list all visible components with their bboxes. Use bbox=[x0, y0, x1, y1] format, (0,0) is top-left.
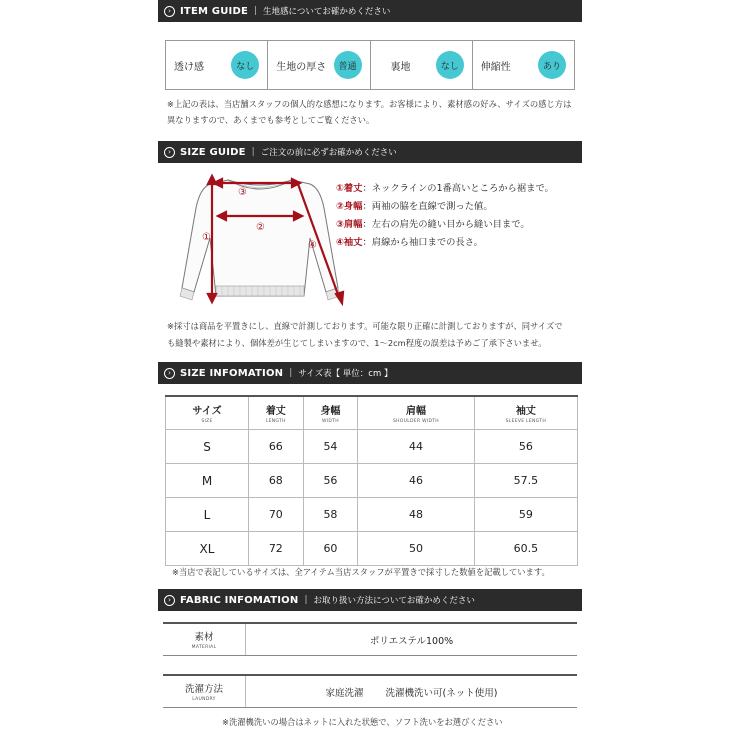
table-row bbox=[166, 464, 578, 498]
sleeve-cell: 60.5 bbox=[474, 532, 577, 566]
item-label: 透け感 bbox=[174, 61, 204, 73]
divider: | bbox=[304, 595, 308, 605]
chevron-right-icon: › bbox=[164, 595, 175, 606]
header-en: SIZE bbox=[201, 419, 213, 424]
item-badge: あり bbox=[538, 51, 566, 79]
laundry-row bbox=[163, 674, 577, 708]
legend-text: ：肩線から袖口までの長さ。 bbox=[362, 237, 483, 248]
legend-text: ：左右の肩先の縫い目から縫い目まで。 bbox=[362, 219, 530, 230]
width-cell: 56 bbox=[303, 464, 358, 498]
table-row bbox=[166, 498, 578, 532]
note-line: ※採寸は商品を平置きにし、直線で計測しております。可能な限り正確に計測しておりますが、同サイズで bbox=[167, 321, 563, 331]
column-header bbox=[249, 396, 304, 430]
header-en: WIDTH bbox=[322, 419, 339, 424]
shoulder-cell: 44 bbox=[358, 430, 474, 464]
sweater-diagram bbox=[170, 168, 350, 313]
width-cell: 58 bbox=[303, 498, 358, 532]
size-info-header bbox=[158, 362, 582, 384]
note-line: も縫製や素材により、個体差が生じてしまいますので、1〜2cm程度の誤差は予めご了承下さいませ。 bbox=[167, 338, 547, 348]
legend-text: ：両袖の脇を直線で測った値。 bbox=[362, 201, 493, 212]
header-en: SLEEVE LENGTH bbox=[505, 419, 547, 424]
item-label: 生地の厚さ bbox=[276, 61, 327, 73]
column-header bbox=[166, 396, 249, 430]
shoulder-cell: 48 bbox=[358, 498, 474, 532]
legend-term: ④袖丈 bbox=[336, 237, 363, 248]
width-cell: 60 bbox=[303, 532, 358, 566]
sleeve-cell: 59 bbox=[474, 498, 577, 532]
material-label-cell bbox=[163, 624, 246, 655]
shoulder-cell: 50 bbox=[358, 532, 474, 566]
table-row bbox=[166, 430, 578, 464]
width-cell: 54 bbox=[303, 430, 358, 464]
laundry-label: 洗濯方法 bbox=[184, 684, 223, 695]
header-jp: 着丈 bbox=[265, 406, 286, 417]
laundry-label-en: LAUNDRY bbox=[192, 697, 216, 702]
header-jp: 身幅 bbox=[320, 406, 341, 417]
item-badge: 普通 bbox=[334, 51, 362, 79]
legend-item bbox=[336, 234, 554, 252]
legend-item bbox=[336, 180, 554, 198]
size-guide-subtitle: ご注文の前に必ずお確かめください bbox=[260, 148, 397, 158]
item-guide-title: ITEM GUIDE bbox=[180, 5, 248, 17]
item-label: 伸縮性 bbox=[480, 61, 511, 73]
fabric-info-title: FABRIC INFOMATION bbox=[180, 594, 299, 606]
size-info-note: ※当店で表記しているサイズは、全アイテム当店スタッフが平置きで採寸した数値を記載しています。 bbox=[172, 567, 550, 577]
marker-sleeve: ④ bbox=[308, 240, 317, 251]
sleeve-cell: 57.5 bbox=[474, 464, 577, 498]
length-cell: 68 bbox=[249, 464, 304, 498]
column-header bbox=[358, 396, 474, 430]
shoulder-cell: 46 bbox=[358, 464, 474, 498]
chevron-right-icon: › bbox=[164, 368, 175, 379]
size-guide-note bbox=[167, 318, 563, 352]
column-header bbox=[303, 396, 358, 430]
item-guide-header bbox=[158, 0, 582, 22]
header-jp: サイズ bbox=[192, 406, 222, 417]
size-info-title: SIZE INFOMATION bbox=[180, 367, 284, 379]
marker-shoulder: ③ bbox=[238, 187, 247, 198]
item-badge: なし bbox=[436, 51, 464, 79]
fabric-info-header bbox=[158, 589, 582, 611]
item-guide-subtitle: 生地感についてお確かめください bbox=[263, 7, 391, 17]
legend-item bbox=[336, 198, 554, 216]
item-cell-lining bbox=[371, 41, 473, 89]
size-info-subtitle: サイズ表【 単位：cm 】 bbox=[298, 369, 393, 379]
size-legend bbox=[336, 180, 554, 252]
fabric-info-subtitle: お取り扱い方法についてお確かめください bbox=[313, 596, 475, 606]
legend-text: ：ネックラインの1番高いところから裾まで。 bbox=[362, 183, 554, 194]
column-header bbox=[474, 396, 577, 430]
size-table bbox=[165, 395, 578, 566]
legend-item bbox=[336, 216, 554, 234]
size-guide-title: SIZE GUIDE bbox=[180, 146, 246, 158]
divider: | bbox=[289, 368, 293, 378]
chevron-right-icon: › bbox=[164, 147, 175, 158]
item-guide-note bbox=[167, 96, 571, 128]
laundry-value-machine: 洗濯機洗い可(ネット使用) bbox=[385, 687, 498, 699]
size-cell: M bbox=[166, 464, 249, 498]
header-jp: 袖丈 bbox=[515, 406, 536, 417]
laundry-value-home: 家庭洗濯 bbox=[325, 687, 364, 699]
length-cell: 66 bbox=[249, 430, 304, 464]
length-cell: 70 bbox=[249, 498, 304, 532]
legend-term: ②身幅 bbox=[336, 201, 363, 212]
header-jp: 肩幅 bbox=[405, 406, 426, 417]
note-line: ※上記の表は、当店舗スタッフの個人的な感想になります。お客様により、素材感の好み、サイズの感じ方は bbox=[167, 99, 572, 109]
header-en: LENGTH bbox=[265, 419, 286, 424]
size-cell: S bbox=[166, 430, 249, 464]
item-label: 裏地 bbox=[390, 61, 411, 73]
divider: | bbox=[254, 6, 258, 16]
legend-term: ③肩幅 bbox=[336, 219, 363, 230]
chevron-right-icon: › bbox=[164, 6, 175, 17]
laundry-value bbox=[246, 676, 577, 707]
legend-term: ①着丈 bbox=[336, 183, 363, 194]
sleeve-cell: 56 bbox=[474, 430, 577, 464]
header-en: SHOULDER WIDTH bbox=[392, 419, 439, 424]
note-line: 異なりますので、あくまでも参考としてご覧ください。 bbox=[167, 115, 375, 125]
size-cell: XL bbox=[166, 532, 249, 566]
size-guide-header bbox=[158, 141, 582, 163]
item-badge: なし bbox=[231, 51, 259, 79]
size-cell: L bbox=[166, 498, 249, 532]
material-value: ポリエステル100% bbox=[369, 635, 454, 647]
marker-length: ① bbox=[202, 232, 211, 243]
material-row bbox=[163, 622, 577, 656]
item-guide-table bbox=[165, 40, 575, 90]
laundry-label-cell bbox=[163, 676, 246, 707]
table-header-row bbox=[166, 396, 578, 430]
material-label-en: MATERIAL bbox=[191, 645, 217, 650]
divider: | bbox=[251, 147, 255, 157]
material-label: 素材 bbox=[194, 632, 214, 643]
marker-width: ② bbox=[256, 222, 265, 233]
item-cell-transparency bbox=[166, 41, 268, 89]
length-cell: 72 bbox=[249, 532, 304, 566]
item-cell-thickness bbox=[268, 41, 370, 89]
fabric-note: ※洗濯機洗いの場合はネットに入れた状態で、ソフト洗いをお選びください bbox=[222, 717, 503, 727]
table-row bbox=[166, 532, 578, 566]
item-cell-stretch bbox=[473, 41, 574, 89]
